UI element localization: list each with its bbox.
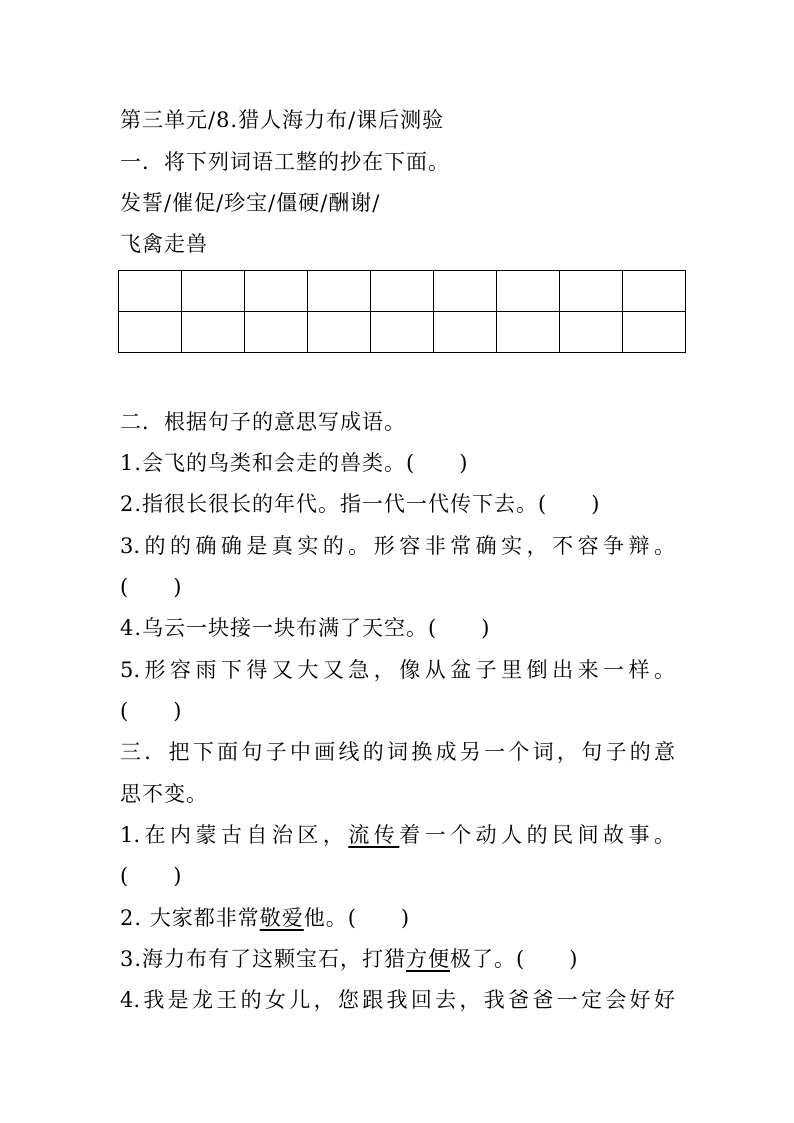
page-title: 第三单元/8.猎人海力布/课后测验 bbox=[120, 108, 445, 132]
question-2-2: 2.指很长很长的年代。指一代一代传下去。( ) bbox=[120, 492, 601, 516]
sentence-text: 着一个动人的民间故事。 bbox=[399, 823, 676, 847]
grid-row bbox=[119, 271, 686, 312]
grid-cell[interactable] bbox=[308, 271, 371, 312]
grid-cell[interactable] bbox=[434, 312, 497, 353]
grid-row bbox=[119, 312, 686, 353]
sentence-text: 2. 大家都非常 bbox=[120, 906, 260, 930]
grid-cell[interactable] bbox=[182, 271, 245, 312]
grid-cell[interactable] bbox=[497, 312, 560, 353]
question-3-2 bbox=[120, 906, 410, 930]
sentence-text: 极了。( ) bbox=[450, 947, 579, 971]
grid-cell[interactable] bbox=[560, 271, 623, 312]
section3-heading: 三．把下面句子中画线的词换成另一个词，句子的意 bbox=[120, 740, 675, 764]
grid-cell[interactable] bbox=[497, 271, 560, 312]
grid-cell[interactable] bbox=[371, 312, 434, 353]
grid-cell[interactable] bbox=[245, 271, 308, 312]
underlined-word: 方便 bbox=[406, 947, 451, 971]
question-3-4: 4.我是龙王的女儿，您跟我回去，我爸爸一定会好好 bbox=[120, 988, 675, 1012]
copy-writing-grid bbox=[118, 270, 686, 353]
grid-cell[interactable] bbox=[371, 271, 434, 312]
section2-heading: 二．根据句子的意思写成语。 bbox=[120, 410, 406, 434]
question-3-3 bbox=[120, 947, 578, 971]
word-list-line2: 飞禽走兽 bbox=[120, 232, 208, 256]
underlined-word: 流传 bbox=[348, 823, 400, 847]
underlined-word: 敬爱 bbox=[259, 906, 304, 930]
section1-heading: 一．将下列词语工整的抄在下面。 bbox=[120, 150, 450, 174]
sentence-text: 他。( ) bbox=[303, 906, 411, 930]
grid-cell[interactable] bbox=[623, 271, 686, 312]
sentence-text: 1.在内蒙古自治区， bbox=[120, 823, 349, 847]
answer-blank[interactable]: ( ) bbox=[120, 864, 183, 888]
question-2-3: 3.的的确确是真实的。形容非常确实，不容争辩。 bbox=[120, 534, 675, 558]
grid-cell[interactable] bbox=[119, 271, 182, 312]
section3-heading-cont: 思不变。 bbox=[120, 782, 208, 806]
answer-blank[interactable]: ( ) bbox=[120, 575, 183, 599]
grid-cell[interactable] bbox=[182, 312, 245, 353]
grid-cell[interactable] bbox=[245, 312, 308, 353]
grid-cell[interactable] bbox=[434, 271, 497, 312]
question-2-4: 4.乌云一块接一块布满了天空。( ) bbox=[120, 616, 491, 640]
question-3-1 bbox=[120, 823, 675, 847]
answer-blank[interactable]: ( ) bbox=[120, 699, 183, 723]
grid-cell[interactable] bbox=[560, 312, 623, 353]
word-list-line1: 发誓/催促/珍宝/僵硬/酬谢/ bbox=[120, 191, 381, 215]
sentence-text: 3.海力布有了这颗宝石，打猎 bbox=[120, 947, 407, 971]
grid-cell[interactable] bbox=[308, 312, 371, 353]
question-2-5: 5.形容雨下得又大又急，像从盆子里倒出来一样。 bbox=[120, 658, 675, 682]
question-2-1: 1.会飞的鸟类和会走的兽类。( ) bbox=[120, 451, 469, 475]
grid-cell[interactable] bbox=[623, 312, 686, 353]
grid-cell[interactable] bbox=[119, 312, 182, 353]
